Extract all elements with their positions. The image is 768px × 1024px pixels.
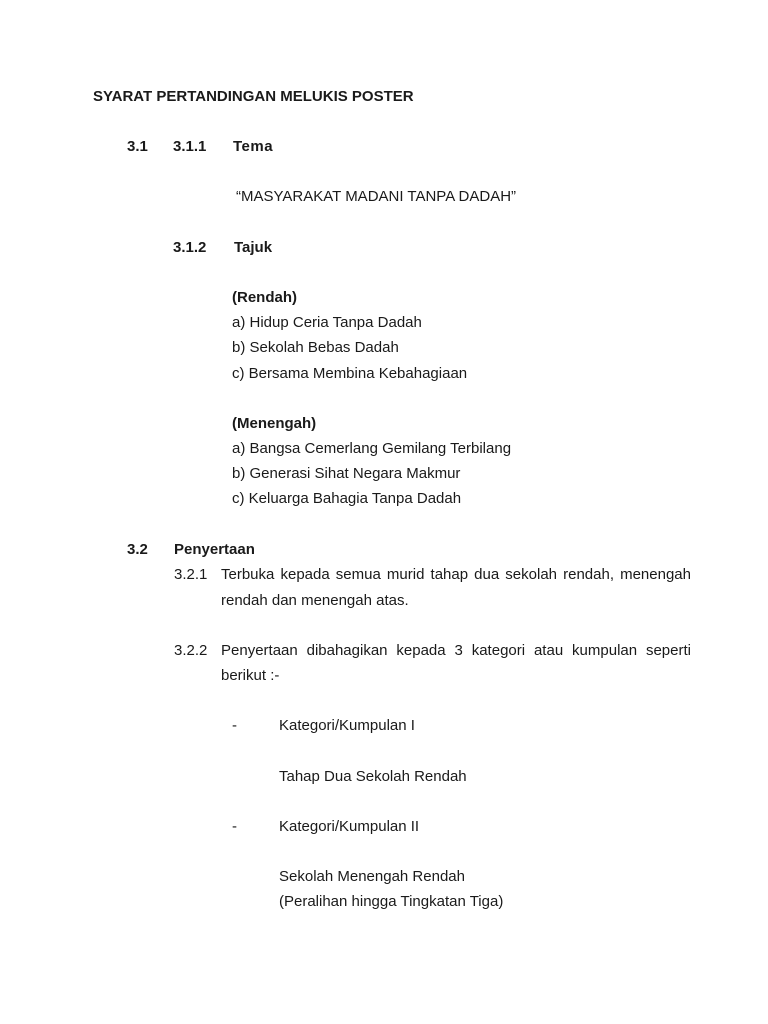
paragraph-3-2-2-line: Penyertaan dibahagikan kepada 3 kategori atau kumpulan seperti	[221, 642, 691, 659]
category-2-name: Kategori/Kumpulan II	[279, 818, 420, 835]
category-1-name: Kategori/Kumpulan I	[279, 717, 415, 734]
list-bullet: -	[232, 717, 237, 734]
theme-text: “MASYARAKAT MADANI TANPA DADAH”	[236, 188, 517, 205]
paragraph-3-2-1-line: rendah dan menengah atas.	[221, 592, 409, 609]
rendah-item: b) Sekolah Bebas Dadah	[232, 339, 399, 356]
category-2-description: (Peralihan hingga Tingkatan Tiga)	[279, 893, 504, 910]
menengah-item: a) Bangsa Cemerlang Gemilang Terbilang	[232, 440, 512, 457]
section-label-penyertaan: Penyertaan	[174, 541, 255, 558]
document-title: SYARAT PERTANDINGAN MELUKIS POSTER	[93, 88, 414, 105]
menengah-item: c) Keluarga Bahagia Tanpa Dadah	[232, 490, 462, 507]
subsection-number-3-1-1: 3.1.1	[173, 138, 207, 155]
subsection-number-3-1-2: 3.1.2	[173, 239, 207, 256]
subsection-label-tema: Tema	[233, 138, 274, 155]
section-number-3-2: 3.2	[127, 541, 148, 558]
subsection-label-tajuk: Tajuk	[234, 239, 273, 256]
menengah-item: b) Generasi Sihat Negara Makmur	[232, 465, 461, 482]
section-number-3-1: 3.1	[127, 138, 148, 155]
rendah-heading: (Rendah)	[232, 289, 297, 306]
list-bullet: -	[232, 818, 237, 835]
paragraph-number-3-2-2: 3.2.2	[174, 642, 208, 659]
paragraph-number-3-2-1: 3.2.1	[174, 566, 208, 583]
category-2-description: Sekolah Menengah Rendah	[279, 868, 465, 885]
category-1-description: Tahap Dua Sekolah Rendah	[279, 768, 467, 785]
paragraph-3-2-2-line: berikut :-	[221, 667, 280, 684]
rendah-item: a) Hidup Ceria Tanpa Dadah	[232, 314, 422, 331]
rendah-item: c) Bersama Membina Kebahagiaan	[232, 365, 468, 382]
paragraph-3-2-1-line: Terbuka kepada semua murid tahap dua sekolah rendah, menengah	[221, 566, 691, 583]
menengah-heading: (Menengah)	[232, 415, 317, 432]
